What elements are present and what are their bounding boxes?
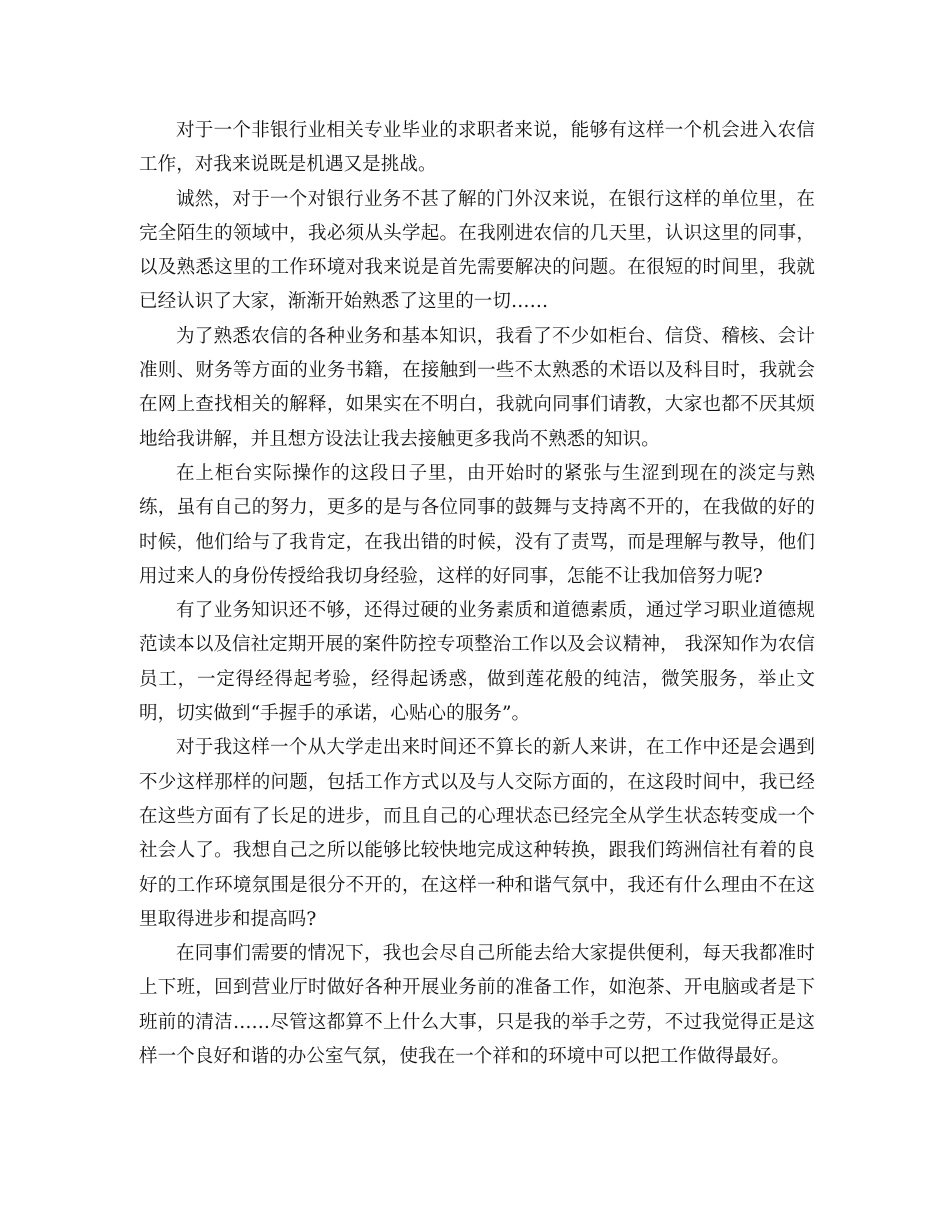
paragraph: 诚然，对于一个对银行业务不甚了解的门外汉来说，在银行这样的单位里，在完全陌生的领域中，我必须从头学起。在我刚进农信的几天里，认识这里的同事，以及熟悉这里的工作环境对我来说是首先需要解决的问题。在很短的时间里，我就已经认识了大家，渐渐开始熟悉了这里的一切……	[139, 188, 815, 313]
paragraph: 有了业务知识还不够，还得过硬的业务素质和道德素质，通过学习职业道德规范读本以及信社定期开展的案件防控专项整治工作以及会议精神， 我深知作为农信员工，一定得经得起考验，经得起诱惑，做到莲花般的纯洁，微笑服务，举止文明，切实做到“手握手的承诺，心贴心的服务”。	[139, 600, 815, 725]
document-body	[139, 114, 815, 1074]
paragraph: 在上柜台实际操作的这段日子里，由开始时的紧张与生涩到现在的淡定与熟练，虽有自己的努力，更多的是与各位同事的鼓舞与支持离不开的，在我做的好的时候，他们给与了我肯定，在我出错的时候，没有了责骂，而是理解与教导，他们用过来人的身份传授给我切身经验，这样的好同事，怎能不让我加倍努力呢?	[139, 462, 815, 587]
paragraph: 为了熟悉农信的各种业务和基本知识，我看了不少如柜台、信贷、稽核、会计准则、财务等方面的业务书籍，在接触到一些不太熟悉的术语以及科目时，我就会在网上查找相关的解释，如果实在不明白，我就向同事们请教，大家也都不厌其烦地给我讲解，并且想方设法让我去接触更多我尚不熟悉的知识。	[139, 325, 815, 450]
paragraph: 在同事们需要的情况下，我也会尽自己所能去给大家提供便利，每天我都准时上下班，回到营业厅时做好各种开展业务前的准备工作，如泡茶、开电脑或者是下班前的清洁……尽管这都算不上什么大事，只是我的举手之劳，不过我觉得正是这样一个良好和谐的办公室气氛，使我在一个祥和的环境中可以把工作做得最好。	[139, 943, 815, 1068]
paragraph: 对于一个非银行业相关专业毕业的求职者来说，能够有这样一个机会进入农信工作，对我来说既是机遇又是挑战。	[139, 120, 815, 176]
paragraph: 对于我这样一个从大学走出来时间还不算长的新人来讲，在工作中还是会遇到不少这样那样的问题，包括工作方式以及与人交际方面的，在这段时间中，我已经在这些方面有了长足的进步，而且自己的心理状态已经完全从学生状态转变成一个社会人了。我想自己之所以能够比较快地完成这种转换，跟我们筠洲信社有着的良好的工作环境氛围是很分不开的，在这样一种和谐气氛中，我还有什么理由不在这里取得进步和提高吗?	[139, 737, 815, 930]
